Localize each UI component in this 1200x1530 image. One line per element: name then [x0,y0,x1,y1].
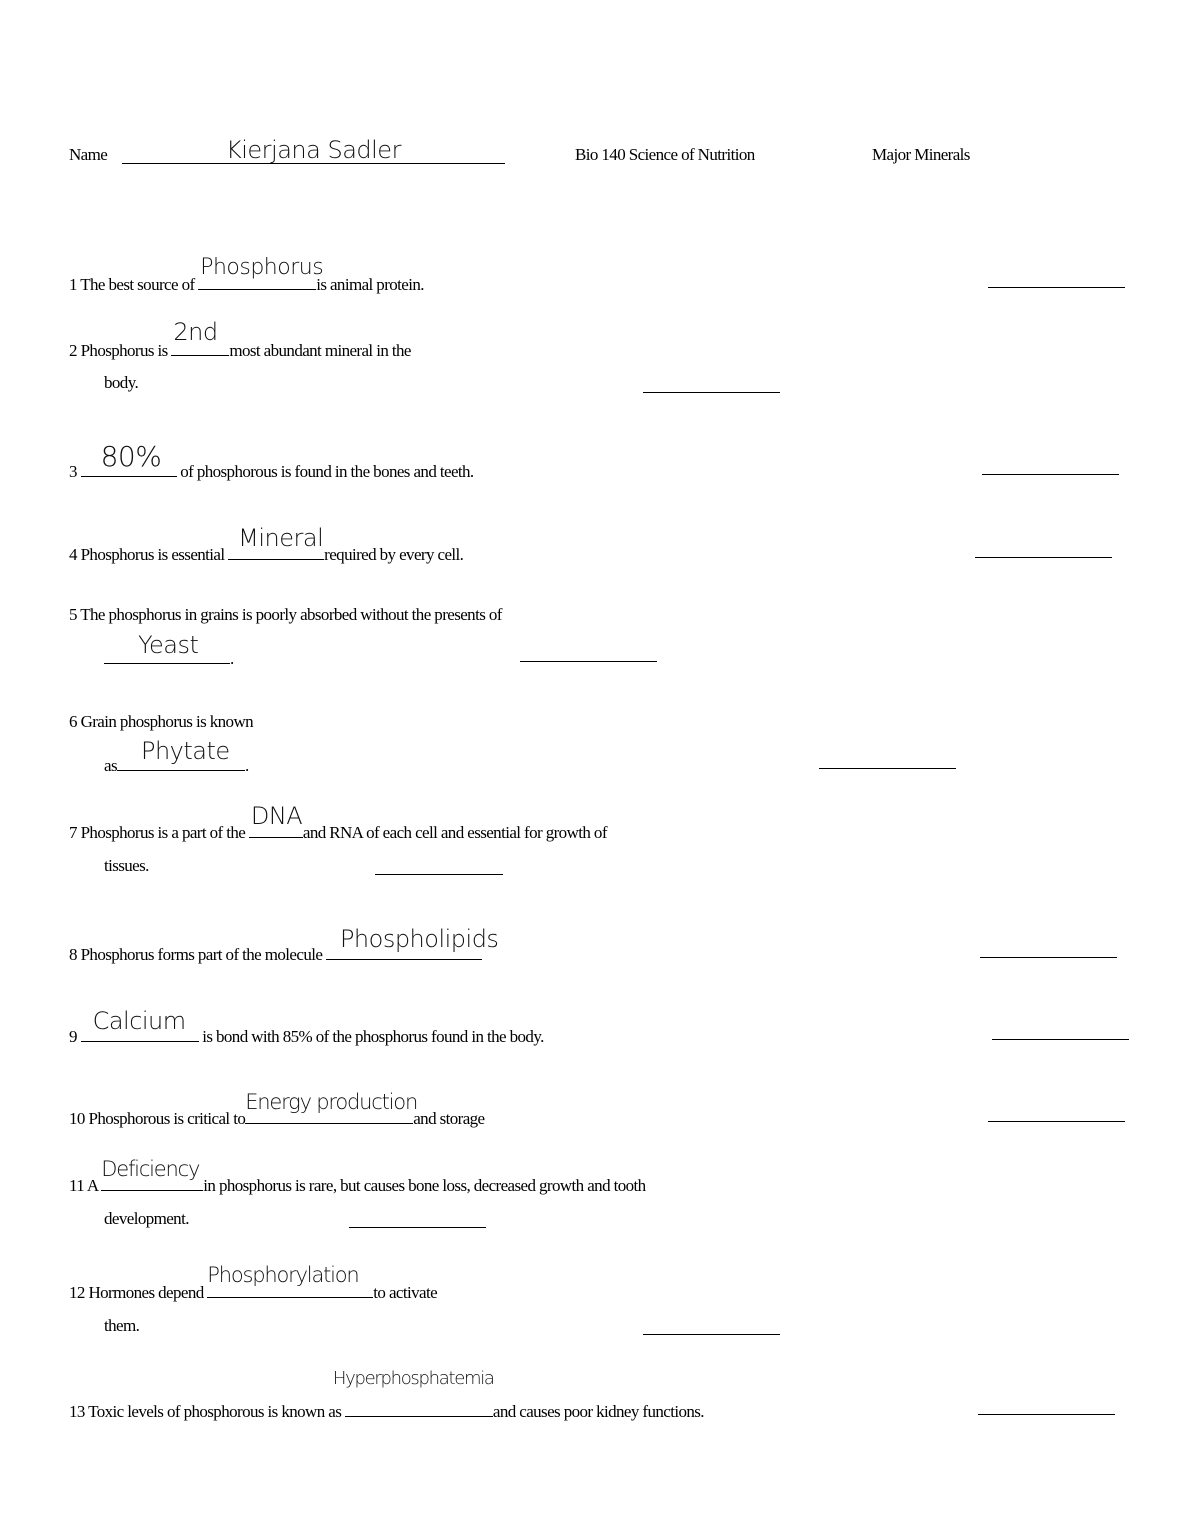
question-11 [69,1157,646,1196]
question-5 [69,605,502,625]
answer-blank [228,524,324,560]
question-text: is bond with 85% of the phosphorus found in the body. [202,1027,544,1046]
question-number: 5 [69,605,77,624]
answer: 80% [100,440,162,473]
answer-blank [171,318,229,356]
question-text: Phosphorus is [80,341,168,360]
question-continuation: them. [104,1316,140,1335]
question-text: is animal protein. [316,275,424,294]
answer-blank [101,1157,203,1191]
name-label: Name [69,145,108,164]
question-number: 12 [69,1283,85,1302]
student-name: Kierjana Sadler [226,136,401,164]
question-3 [69,440,474,482]
question-text: of phosphorous is found in the bones and teeth. [180,462,474,481]
question-text: Phosphorus is essential [80,545,225,564]
question-number: 1 [69,275,77,294]
answer-blank [249,802,303,838]
question-continuation [104,737,249,776]
grade-line [520,661,657,662]
answer: Phospholipids [339,925,499,953]
grade-line [975,557,1112,558]
answer: Hyperphosphatemia [332,1368,494,1389]
answer: Deficiency [101,1157,200,1181]
question-9 [69,1007,544,1047]
question-number: 7 [69,823,77,842]
grade-line [375,874,503,875]
answer-blank [81,440,177,477]
question-continuation: development. [104,1209,189,1228]
question-text: The best source of [80,275,195,294]
grade-line [988,287,1125,288]
grade-line [643,1334,780,1335]
question-text: . [230,649,234,668]
answer: Mineral [238,524,324,552]
grade-line [819,768,956,769]
question-number: 9 [69,1027,77,1046]
answer-blank [117,737,245,771]
answer-blank [81,1007,199,1042]
answer: Yeast [138,631,199,659]
question-text: as [104,756,117,775]
question-text: Toxic levels of phosphorous is known as [88,1402,342,1421]
question-text: . [244,756,249,775]
question-text: most abundant mineral in the [229,341,411,360]
grade-line [643,392,780,393]
question-13 [69,1368,704,1422]
question-text: and causes poor kidney functions. [492,1402,704,1421]
question-number: 8 [69,945,77,964]
grade-line [349,1227,486,1228]
question-text: and RNA of each cell and essential for growth of [302,823,607,842]
question-number: 6 [69,712,77,731]
question-text: Phosphorus is a part of the [80,823,246,842]
answer-blank [104,631,230,664]
question-text: Phosphorus forms part of the molecule [80,945,323,964]
question-number: 3 [69,462,77,481]
question-continuation [104,631,234,669]
question-number: 11 [69,1176,85,1195]
question-continuation: tissues. [104,856,149,875]
question-8 [69,925,499,965]
answer: Energy production [245,1090,418,1114]
question-text: A [86,1176,98,1195]
question-1 [69,255,424,295]
question-number: 2 [69,341,77,360]
answer-blank [332,1368,494,1417]
topic-title: Major Minerals [872,145,970,164]
question-text: to activate [373,1283,438,1302]
answer-blank [326,925,499,960]
answer-blank [198,255,324,290]
question-2 [69,318,411,361]
grade-line [980,957,1117,958]
grade-line [982,474,1119,475]
question-text: and storage [413,1109,485,1128]
question-12 [69,1263,438,1303]
course-title: Bio 140 Science of Nutrition [575,145,755,164]
answer-blank [207,1263,373,1298]
question-text: Hormones depend [88,1283,204,1302]
grade-line [978,1414,1115,1415]
question-number: 10 [69,1109,85,1128]
question-text: The phosphorus in grains is poorly absorbed without the presents of [80,605,502,624]
question-4 [69,524,464,565]
answer-blank [245,1090,418,1124]
question-text: Grain phosphorus is known [80,712,254,731]
question-7 [69,802,607,843]
grade-line [992,1039,1129,1040]
answer: Phosphorus [200,255,324,280]
answer: DNA [250,802,303,830]
answer: Phytate [140,737,230,765]
question-6 [69,712,253,732]
answer: Calcium [92,1007,186,1035]
question-text: required by every cell. [324,545,464,564]
question-number: 13 [69,1402,85,1421]
question-10 [69,1090,485,1129]
question-text: Phosphorous is critical to [88,1109,246,1128]
question-number: 4 [69,545,77,564]
question-text: in phosphorus is rare, but causes bone loss, decreased growth and tooth [203,1176,646,1195]
question-continuation: body. [104,373,139,392]
grade-line [988,1121,1125,1122]
answer: 2nd [173,318,218,346]
answer: Phosphorylation [207,1263,359,1287]
